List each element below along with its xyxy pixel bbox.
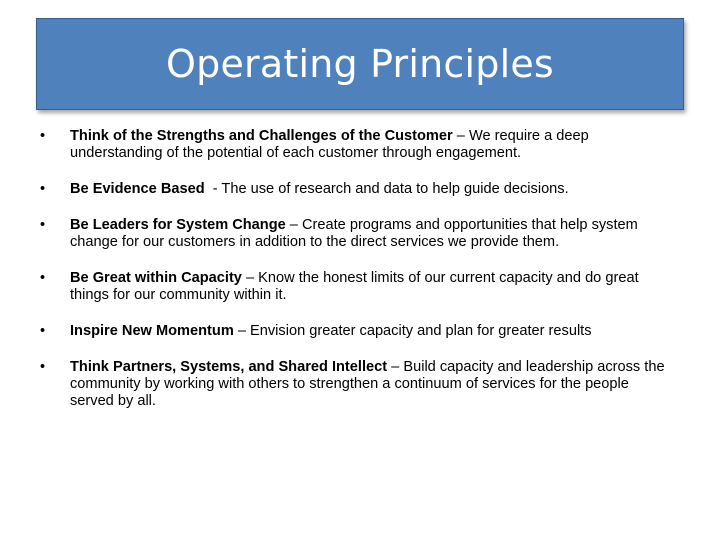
bullet-icon: • [40,323,46,339]
principle-text: – Know the honest limits of our current capacity and do great things for our community within it. [70,270,639,303]
principles-list [36,128,676,429]
principle-heading: Inspire New Momentum [70,323,234,339]
principle-text: – Build capacity and leadership across the community by working with others to strengthen a continuum of services for the people served by all. [70,359,665,409]
principle-heading: Think of the Strengths and Challenges of the Customer [70,128,453,144]
list-item [36,217,676,251]
list-item [36,128,676,162]
principle-text: – We require a deep understanding of the potential of each customer through engagement. [70,128,589,161]
principle-heading: Be Great within Capacity [70,270,242,286]
title-banner [36,18,684,110]
principle-text: - The use of research and data to help guide decisions. [204,181,569,197]
bullet-icon: • [40,359,46,375]
slide-title: Operating Principles [166,42,554,86]
list-item [36,270,676,304]
bullet-icon: • [40,128,46,144]
principle-text: – Envision greater capacity and plan for greater results [233,323,592,339]
bullet-icon: • [40,270,46,286]
list-item [36,181,676,198]
bullet-icon: • [40,181,46,197]
principle-heading: Be Leaders for System Change [70,217,286,233]
principle-heading: Think Partners, Systems, and Shared Intellect [70,359,388,375]
principle-heading: Be Evidence Based [70,181,205,197]
principle-text: – Create programs and opportunities that help system change for our customers in addition to the direct services we provide them. [70,217,638,250]
list-item [36,359,676,410]
list-item [36,323,676,340]
bullet-icon: • [40,217,46,233]
